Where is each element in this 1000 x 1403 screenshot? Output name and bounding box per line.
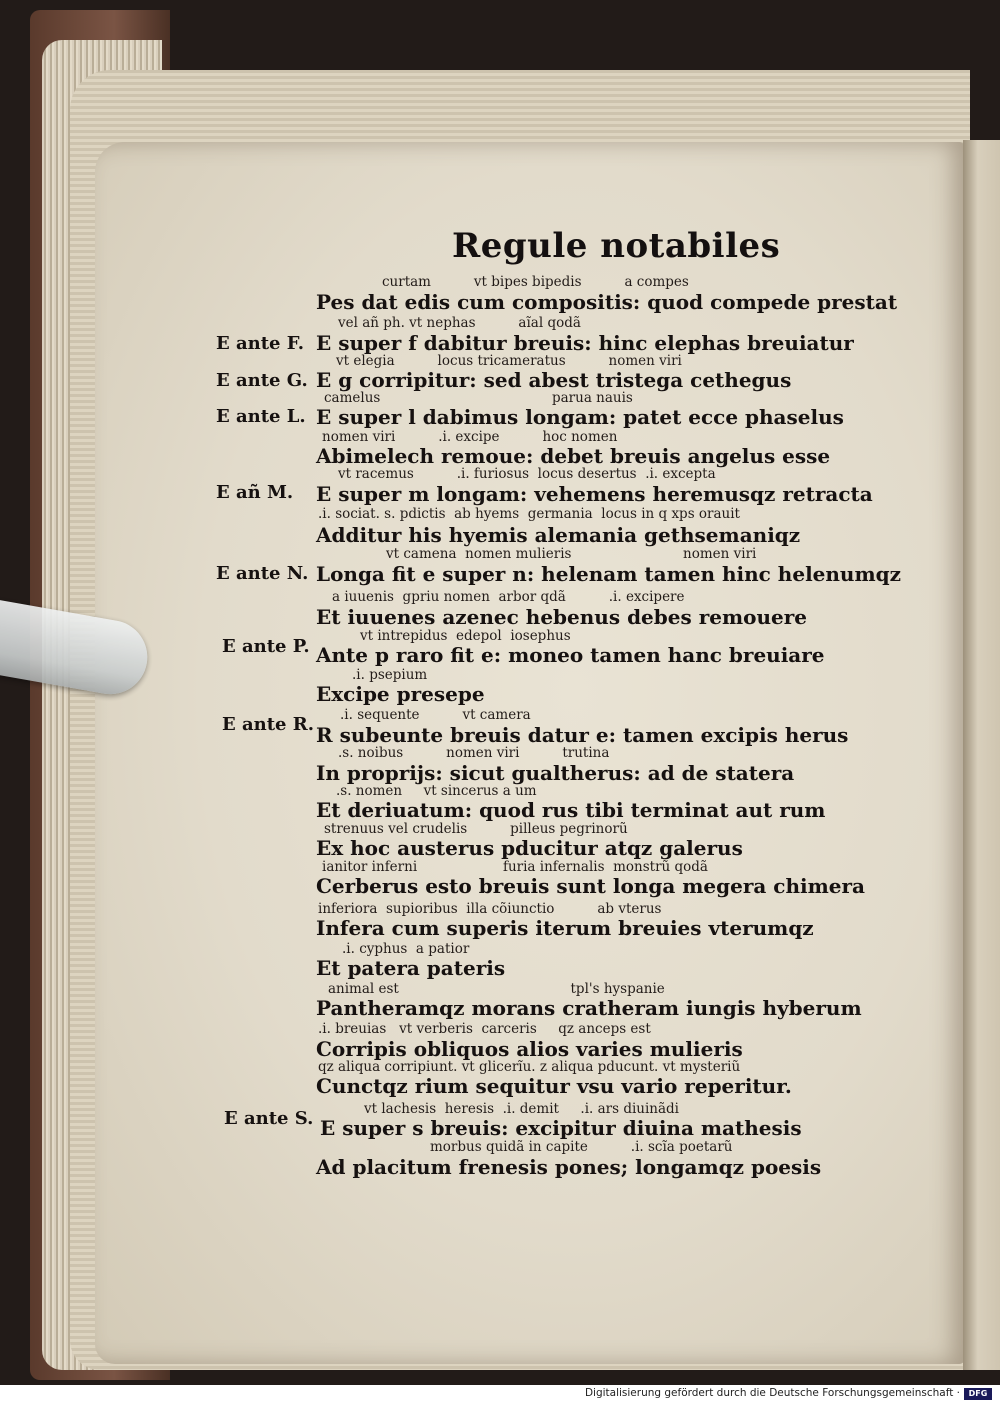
verse-line: Corripis obliquos alios varies mulieris — [316, 1037, 743, 1061]
running-head: Regule notabiles — [452, 226, 781, 266]
gloss-line: .i. cyphus a patior — [342, 941, 470, 957]
verse-line: R subeunte breuis datur e: tamen excipis herus — [316, 723, 849, 747]
verse-line: Et patera pateris — [316, 956, 506, 980]
gloss-line: morbus quidã in capite .i. scĩa poetarũ — [430, 1139, 733, 1155]
gloss-line: curtam vt bipes bipedis a compes — [382, 274, 689, 290]
verse-line: Et iuuenes azenec hebenus debes remouere — [316, 605, 807, 629]
verse-line: Pantheramqz morans cratheram iungis hyberum — [316, 996, 862, 1020]
verse-line: E super s breuis: excipitur diuina mathesis — [320, 1116, 802, 1140]
gloss-line: a iuuenis gpriu nomen arbor qdã .i. excipere — [332, 589, 685, 605]
gloss-line: vt elegia locus tricameratus nomen viri — [336, 353, 682, 369]
gloss-line: .s. noibus nomen viri trutina — [338, 745, 610, 761]
margin-label: E ante R. — [222, 714, 314, 735]
footer-bar — [0, 1385, 1000, 1403]
gloss-line: .i. sequente vt camera — [340, 707, 531, 723]
gloss-line: camelus parua nauis — [324, 390, 633, 406]
verse-line: Abimelech remoue: debet breuis angelus esse — [316, 444, 831, 468]
gloss-line: inferiora supioribus illa cõiunctio ab vterus — [318, 901, 662, 917]
gloss-line: vt lachesis heresis .i. demit .i. ars diuinãdi — [364, 1101, 680, 1117]
gloss-line: nomen viri .i. excipe hoc nomen — [322, 429, 618, 445]
margin-label: E ante N. — [216, 563, 309, 584]
verse-line: E g corripitur: sed abest tristega cethegus — [316, 368, 792, 392]
funding-credit: Digitalisierung gefördert durch die Deutsche Forschungsgemeinschaft · — [584, 1387, 960, 1399]
verse-line: Longa fit e super n: helenam tamen hinc helenumqz — [316, 562, 901, 586]
verse-line: E super l dabimus longam: patet ecce phaselus — [316, 405, 844, 429]
gloss-line: vt racemus .i. furiosus locus desertus .i. excepta — [338, 466, 716, 482]
verse-line: Ad placitum frenesis pones; longamqz poesis — [316, 1155, 822, 1179]
verse-line: In proprijs: sicut gualtherus: ad de statera — [316, 761, 795, 785]
verse-line: E super m longam: vehemens heremusqz retracta — [316, 482, 873, 506]
gloss-line: vt intrepidus edepol iosephus — [360, 628, 571, 644]
margin-label: E ante L. — [216, 406, 306, 427]
dfg-logo: DFG — [964, 1388, 992, 1400]
gloss-line: qz aliqua corripiunt. vt glicerĩu. z aliqua pducunt. vt mysteriũ — [318, 1059, 741, 1075]
gloss-line: vt camena nomen mulieris nomen viri — [386, 546, 757, 562]
verse-line: Pes dat edis cum compositis: quod compede prestat — [316, 290, 898, 314]
gloss-line: vel añ ph. vt nephas aĩal qodã — [338, 315, 581, 331]
verse-line: Additur his hyemis alemania gethsemaniqz — [316, 523, 801, 547]
gloss-line: strenuus vel crudelis pilleus pegrinorũ — [324, 821, 628, 837]
verse-line: Cerberus esto breuis sunt longa megera chimera — [316, 874, 866, 898]
gloss-line: .i. psepium — [352, 667, 428, 683]
gloss-line: .i. sociat. s. pdictis ab hyems germania locus in q xps orauit — [318, 506, 740, 522]
gloss-line: ianitor inferni furia infernalis monstrũ qodã — [322, 859, 708, 875]
gloss-line: animal est tpl's hyspanie — [328, 981, 665, 997]
margin-label: E añ M. — [216, 482, 294, 503]
margin-label: E ante S. — [224, 1108, 314, 1129]
verse-line: Et deriuatum: quod rus tibi terminat aut rum — [316, 798, 826, 822]
margin-label: E ante G. — [216, 370, 308, 391]
verse-line: Ante p raro fit e: moneo tamen hanc breuiare — [316, 643, 825, 667]
verse-line: Ex hoc austerus pducitur atqz galerus — [316, 836, 743, 860]
verse-line: Infera cum superis iterum breuies vterumqz — [316, 916, 814, 940]
gloss-line: .i. breuias vt verberis carceris qz anceps est — [318, 1021, 651, 1037]
gloss-line: .s. nomen vt sincerus a um — [336, 783, 537, 799]
verse-line: Cunctqz rium sequitur vsu vario reperitur. — [316, 1074, 792, 1098]
verse-line: Excipe presepe — [316, 682, 485, 706]
facing-page-edge — [963, 140, 1000, 1370]
margin-label: E ante P. — [222, 636, 310, 657]
margin-label: E ante F. — [216, 333, 305, 354]
verse-line: E super f dabitur breuis: hinc elephas breuiatur — [316, 331, 854, 355]
